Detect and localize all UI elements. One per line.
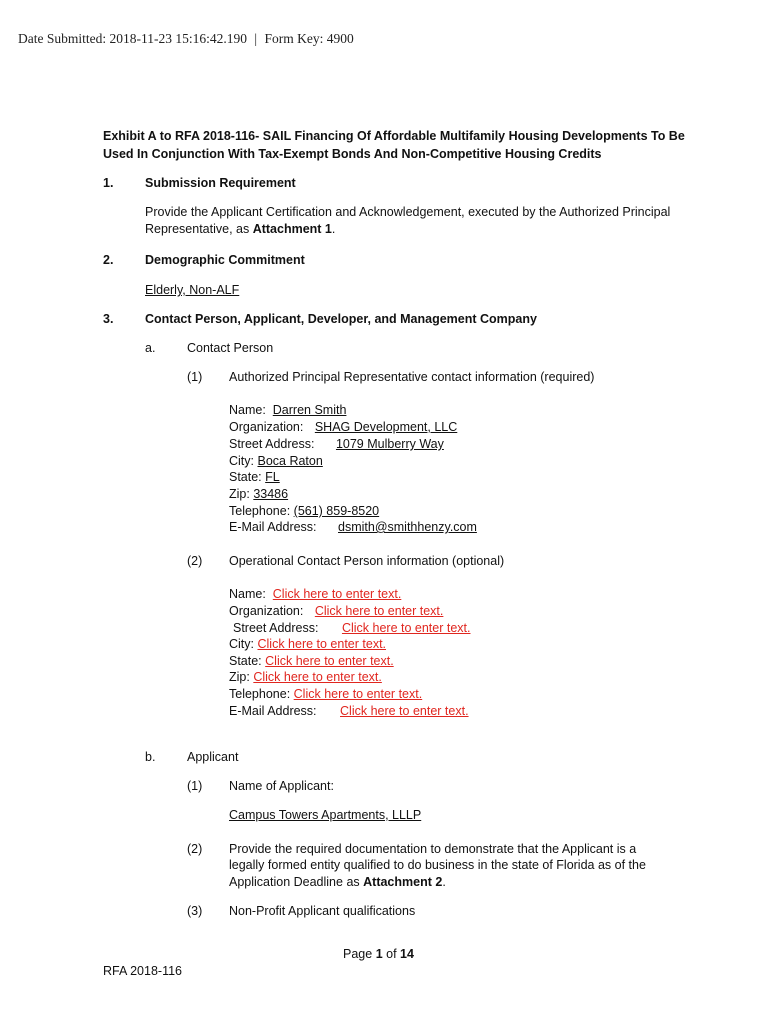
op-street-label: Street Address: xyxy=(233,621,319,635)
apr-city-value[interactable]: Boca Raton xyxy=(257,454,323,468)
date-value: 2018-11-23 15:16:42.190 xyxy=(109,31,247,46)
op-name-row xyxy=(229,586,401,603)
op-name-input[interactable]: Click here to enter text. xyxy=(272,587,402,601)
section3-number: 3. xyxy=(103,312,114,326)
page-total: 14 xyxy=(400,947,414,961)
apr-phone-value[interactable]: (561) 859-8520 xyxy=(293,504,380,518)
section1-heading: Submission Requirement xyxy=(145,176,296,190)
op-org-row xyxy=(229,603,443,620)
item-b1-number: (1) xyxy=(187,779,203,793)
section1-body-line1: Provide the Applicant Certification and Acknowledgement, executed by the Authorized Principal xyxy=(145,205,671,219)
section1-body-post: . xyxy=(331,222,336,236)
page-label: Page xyxy=(343,947,373,961)
subsection-a-letter: a. xyxy=(145,341,156,355)
attachment2-ref: Attachment 2 xyxy=(363,875,443,889)
apr-street-label: Street Address: xyxy=(229,437,315,451)
apr-name-value[interactable]: Darren Smith xyxy=(272,403,347,417)
section1-body-pre: Representative, as xyxy=(145,222,253,236)
subsection-a-label: Contact Person xyxy=(187,341,274,355)
applicant-name-value[interactable]: Campus Towers Apartments, LLLP xyxy=(229,808,422,822)
op-email-row xyxy=(229,703,469,720)
apr-state-row xyxy=(229,469,280,486)
apr-zip-label: Zip: xyxy=(229,487,250,501)
item-b2-line3-post: . xyxy=(442,875,446,889)
form-key-label: Form Key: xyxy=(264,31,324,46)
apr-email-label: E-Mail Address: xyxy=(229,520,317,534)
page-number xyxy=(343,946,414,963)
apr-street-row xyxy=(229,436,444,453)
op-street-input[interactable]: Click here to enter text. xyxy=(341,621,471,635)
section2-heading: Demographic Commitment xyxy=(145,253,305,267)
apr-org-value[interactable]: SHAG Development, LLC xyxy=(314,420,458,434)
apr-city-label: City: xyxy=(229,454,254,468)
apr-state-value[interactable]: FL xyxy=(265,470,280,484)
apr-zip-value[interactable]: 33486 xyxy=(253,487,289,501)
section1-number: 1. xyxy=(103,176,114,190)
exhibit-title-line1: Exhibit A to RFA 2018-116- SAIL Financing Of Affordable Multifamily Housing Developments To Be xyxy=(103,129,685,143)
apr-street-value[interactable]: 1079 Mulberry Way xyxy=(335,437,444,451)
op-street-row xyxy=(233,620,470,637)
item-a1-number: (1) xyxy=(187,370,203,384)
apr-email-row xyxy=(229,519,477,536)
item-b2-line1: Provide the required documentation to demonstrate that the Applicant is a xyxy=(229,842,637,856)
section1-body-line2 xyxy=(145,221,335,238)
subsection-b-letter: b. xyxy=(145,750,156,764)
apr-email-value[interactable]: dsmith@smithhenzy.com xyxy=(338,520,477,534)
attachment1-ref: Attachment 1 xyxy=(252,222,332,236)
form-key-value: 4900 xyxy=(326,31,354,46)
op-phone-row xyxy=(229,686,422,703)
item-b3-number: (3) xyxy=(187,904,203,918)
op-city-input[interactable]: Click here to enter text. xyxy=(257,637,387,651)
op-zip-label: Zip: xyxy=(229,670,250,684)
apr-zip-row xyxy=(229,486,288,503)
apr-phone-label: Telephone: xyxy=(229,504,291,518)
op-state-label: State: xyxy=(229,654,262,668)
op-state-input[interactable]: Click here to enter text. xyxy=(265,654,394,668)
op-email-input[interactable]: Click here to enter text. xyxy=(340,704,469,718)
date-label: Date Submitted: xyxy=(18,31,107,46)
item-b3-label: Non-Profit Applicant qualifications xyxy=(229,904,416,918)
op-phone-label: Telephone: xyxy=(229,687,291,701)
item-a1-label: Authorized Principal Representative contact information (required) xyxy=(229,370,595,384)
op-org-label: Organization: xyxy=(229,604,304,618)
page-current: 1 xyxy=(375,947,383,961)
apr-state-label: State: xyxy=(229,470,262,484)
op-phone-input[interactable]: Click here to enter text. xyxy=(293,687,423,701)
item-b2-line3-pre: Application Deadline as xyxy=(229,875,364,889)
section3-heading: Contact Person, Applicant, Developer, and Management Company xyxy=(145,312,537,326)
apr-org-label: Organization: xyxy=(229,420,304,434)
item-a2-label: Operational Contact Person information (optional) xyxy=(229,554,505,568)
item-b2-number: (2) xyxy=(187,842,203,856)
apr-city-row xyxy=(229,453,323,470)
apr-name-row xyxy=(229,402,346,419)
header-separator: | xyxy=(254,31,258,46)
exhibit-title-line2: Used In Conjunction With Tax-Exempt Bonds And Non-Competitive Housing Credits xyxy=(103,147,602,161)
submission-header xyxy=(18,31,354,47)
op-city-row xyxy=(229,636,386,653)
item-a2-number: (2) xyxy=(187,554,203,568)
section2-number: 2. xyxy=(103,253,114,267)
apr-org-row xyxy=(229,419,457,436)
op-name-label: Name: xyxy=(229,587,266,601)
item-b1-label: Name of Applicant: xyxy=(229,779,334,793)
subsection-b-label: Applicant xyxy=(187,750,239,764)
page-of: of xyxy=(386,947,397,961)
item-b2-line3 xyxy=(229,874,446,891)
apr-phone-row xyxy=(229,503,379,520)
op-email-label: E-Mail Address: xyxy=(229,704,317,718)
op-city-label: City: xyxy=(229,637,254,651)
op-state-row xyxy=(229,653,394,670)
op-zip-input[interactable]: Click here to enter text. xyxy=(253,670,382,684)
item-b2-line2: legally formed entity qualified to do business in the state of Florida as of the xyxy=(229,858,646,872)
apr-name-label: Name: xyxy=(229,403,266,417)
demographic-value[interactable]: Elderly, Non-ALF xyxy=(145,283,240,297)
op-org-input[interactable]: Click here to enter text. xyxy=(314,604,444,618)
op-zip-row xyxy=(229,669,382,686)
document-id: RFA 2018-116 xyxy=(103,964,182,978)
